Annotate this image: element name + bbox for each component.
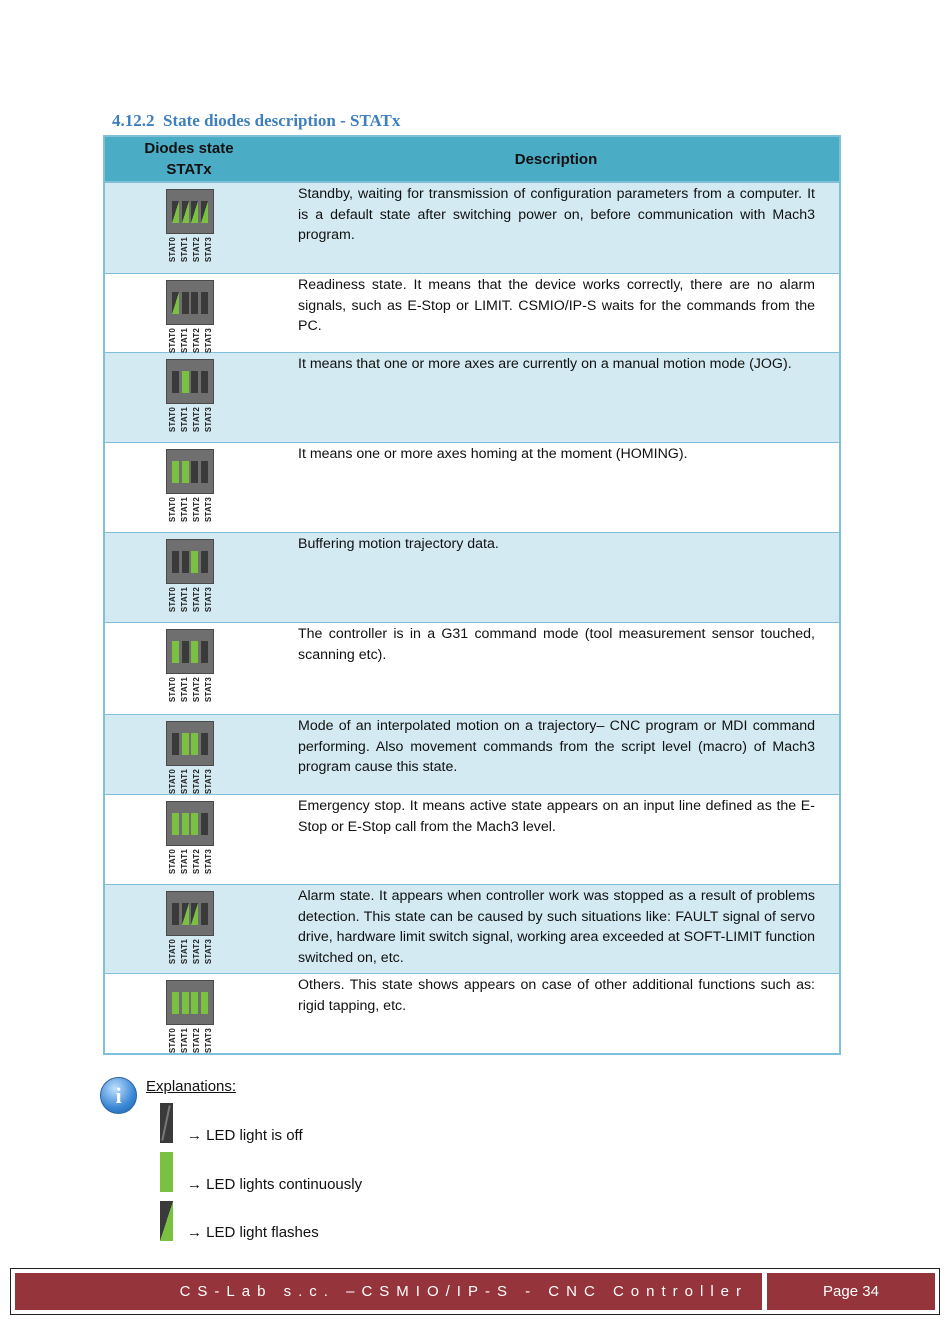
led-off-icon <box>172 551 179 573</box>
row-description: It means one or more axes homing at the moment (HOMING). <box>298 446 688 462</box>
led-on-icon <box>160 1152 173 1192</box>
stat-label: STAT3 <box>204 1028 213 1054</box>
led-off-icon <box>201 461 208 483</box>
stat-label: STAT0 <box>168 677 177 703</box>
led-on-icon <box>172 461 179 483</box>
footer-title: CS-Lab s.c. –CSMIO/IP-S - CNC Controller <box>15 1273 762 1310</box>
page-number: Page 34 <box>767 1273 935 1310</box>
table-header <box>105 137 839 182</box>
explanations-title: Explanations: <box>146 1078 237 1095</box>
diode-cell <box>105 274 273 352</box>
row-description: It means that one or more axes are currently on a manual motion mode (JOG). <box>298 356 792 372</box>
stat-label: STAT1 <box>180 849 189 875</box>
led-off-icon <box>182 551 189 573</box>
table-body <box>105 182 839 1053</box>
row-description: The controller is in a G31 command mode (tool measurement sensor touched, scanning etc). <box>298 626 815 663</box>
row-description: Others. This state shows appears on case of other additional functions such as: rigid tapping, etc. <box>298 977 815 1014</box>
led-on-icon <box>172 813 179 835</box>
table-row <box>105 622 839 714</box>
row-description: Standby, waiting for transmission of configuration parameters from a computer. It is a default state after switching power on, before communication with Mach3 program. <box>298 186 815 244</box>
led-off-icon <box>201 733 208 755</box>
stat-label: STAT2 <box>192 497 201 523</box>
led-off-icon <box>160 1103 173 1143</box>
stat-label: STAT1 <box>180 939 189 965</box>
stat-label: STAT2 <box>192 939 201 965</box>
stat-label: STAT0 <box>168 587 177 613</box>
stat-label: STAT1 <box>180 407 189 433</box>
stat-label: STAT3 <box>204 769 213 795</box>
row-description: Emergency stop. It means active state appears on an input line defined as the E-Stop or E-Stop call from the Mach3 level. <box>298 798 815 835</box>
led-off-icon <box>191 461 198 483</box>
led-off-icon <box>201 641 208 663</box>
section-number: 4.12.2 <box>112 111 155 130</box>
legend-on-text: → LED lights continuously <box>187 1176 363 1193</box>
diode-cell <box>105 533 273 622</box>
stat-label: STAT2 <box>192 849 201 875</box>
stat-label: STAT1 <box>180 328 189 354</box>
diode-panel <box>166 189 214 234</box>
table-row <box>105 273 839 352</box>
stat-label: STAT2 <box>192 769 201 795</box>
led-off-icon <box>201 551 208 573</box>
led-on-icon <box>201 992 208 1014</box>
stat-labels <box>168 677 213 702</box>
section-title-text: State diodes description - STATx <box>163 111 401 130</box>
table-row <box>105 352 839 442</box>
stat-labels <box>168 497 213 522</box>
stat-labels <box>168 328 213 353</box>
stat-label: STAT3 <box>204 939 213 965</box>
led-on-icon <box>182 461 189 483</box>
led-off-icon <box>182 641 189 663</box>
stat-labels <box>168 939 213 964</box>
statx-table <box>103 135 841 1055</box>
legend-flash-text: → LED light flashes <box>187 1224 319 1241</box>
row-description: Alarm state. It appears when controller work was stopped as a result of problems detection. This state can be caused by such situations like: FAULT signal of servo drive, hardware limit switch signal, working area exceeded at SOFT-LIMIT function switched on, etc. <box>298 888 816 966</box>
led-on-icon <box>182 992 189 1014</box>
led-flash-icon <box>182 201 189 223</box>
led-off-icon <box>191 292 198 314</box>
table-row <box>105 973 839 1053</box>
stat-label: STAT1 <box>180 769 189 795</box>
diode-panel <box>166 980 214 1025</box>
stat-labels <box>168 587 213 612</box>
led-on-icon <box>191 641 198 663</box>
diode-cell <box>105 885 273 973</box>
led-off-icon <box>191 371 198 393</box>
stat-label: STAT1 <box>180 237 189 263</box>
row-description: Readiness state. It means that the device works correctly, there are no alarm signals, such as E-Stop or LIMIT. CSMIO/IP-S waits for the commands from the PC. <box>298 277 815 335</box>
stat-label: STAT0 <box>168 769 177 795</box>
stat-label: STAT1 <box>180 1028 189 1054</box>
row-description: Mode of an interpolated motion on a trajectory– CNC program or MDI command performing. Also movement commands from the script level (macro) of Mach3 program cause this state. <box>298 718 815 776</box>
stat-label: STAT2 <box>192 407 201 433</box>
stat-label: STAT2 <box>192 1028 201 1054</box>
led-off-icon <box>201 813 208 835</box>
led-off-icon <box>172 733 179 755</box>
led-flash-icon <box>201 201 208 223</box>
diode-cell <box>105 353 273 442</box>
table-row <box>105 714 839 794</box>
led-on-icon <box>191 813 198 835</box>
stat-labels <box>168 407 213 432</box>
stat-label: STAT2 <box>192 328 201 354</box>
stat-label: STAT3 <box>204 677 213 703</box>
diode-cell <box>105 715 273 794</box>
stat-label: STAT3 <box>204 587 213 613</box>
stat-label: STAT0 <box>168 939 177 965</box>
led-off-icon <box>201 292 208 314</box>
stat-labels <box>168 237 213 262</box>
diode-panel <box>166 629 214 674</box>
diode-cell <box>105 443 273 532</box>
table-row <box>105 442 839 532</box>
led-on-icon <box>182 733 189 755</box>
diode-cell <box>105 974 273 1053</box>
stat-labels <box>168 769 213 794</box>
diode-panel <box>166 891 214 936</box>
led-on-icon <box>191 733 198 755</box>
stat-label: STAT3 <box>204 407 213 433</box>
stat-label: STAT0 <box>168 237 177 263</box>
stat-label: STAT0 <box>168 497 177 523</box>
led-flash-icon <box>182 903 189 925</box>
header-diodes-line1: Diodes state <box>144 140 234 157</box>
stat-label: STAT1 <box>180 587 189 613</box>
stat-label: STAT3 <box>204 328 213 354</box>
diode-panel <box>166 721 214 766</box>
stat-label: STAT2 <box>192 587 201 613</box>
stat-label: STAT3 <box>204 237 213 263</box>
led-flash-icon <box>160 1201 173 1241</box>
diode-cell <box>105 183 273 273</box>
led-off-icon <box>172 903 179 925</box>
diode-cell <box>105 623 273 714</box>
led-on-icon <box>172 992 179 1014</box>
header-description: Description <box>514 150 598 168</box>
stat-label: STAT2 <box>192 677 201 703</box>
stat-label: STAT3 <box>204 849 213 875</box>
led-off-icon <box>172 371 179 393</box>
legend-off-text: → LED light is off <box>187 1127 303 1144</box>
section-title <box>112 111 400 131</box>
led-off-icon <box>201 903 208 925</box>
led-on-icon <box>191 551 198 573</box>
led-flash-icon <box>191 903 198 925</box>
stat-labels <box>168 849 213 874</box>
info-icon: i <box>100 1077 137 1114</box>
table-row <box>105 532 839 622</box>
stat-label: STAT0 <box>168 328 177 354</box>
stat-label: STAT0 <box>168 849 177 875</box>
diode-panel <box>166 359 214 404</box>
diode-panel <box>166 449 214 494</box>
led-on-icon <box>182 813 189 835</box>
row-description: Buffering motion trajectory data. <box>298 536 499 552</box>
diode-cell <box>105 795 273 884</box>
led-flash-icon <box>172 292 179 314</box>
table-row <box>105 884 839 973</box>
header-diodes-line2: STATx <box>166 161 212 178</box>
led-on-icon <box>182 371 189 393</box>
stat-label: STAT0 <box>168 1028 177 1054</box>
diode-panel <box>166 280 214 325</box>
stat-label: STAT0 <box>168 407 177 433</box>
led-flash-icon <box>191 201 198 223</box>
stat-label: STAT3 <box>204 497 213 523</box>
table-row <box>105 182 839 273</box>
stat-label: STAT1 <box>180 497 189 523</box>
diode-panel <box>166 801 214 846</box>
table-row <box>105 794 839 884</box>
led-flash-icon <box>172 201 179 223</box>
stat-labels <box>168 1028 213 1053</box>
stat-label: STAT2 <box>192 237 201 263</box>
led-on-icon <box>172 641 179 663</box>
led-off-icon <box>201 371 208 393</box>
led-off-icon <box>182 292 189 314</box>
stat-label: STAT1 <box>180 677 189 703</box>
header-diodes-state <box>105 137 273 181</box>
diode-panel <box>166 539 214 584</box>
led-on-icon <box>191 992 198 1014</box>
